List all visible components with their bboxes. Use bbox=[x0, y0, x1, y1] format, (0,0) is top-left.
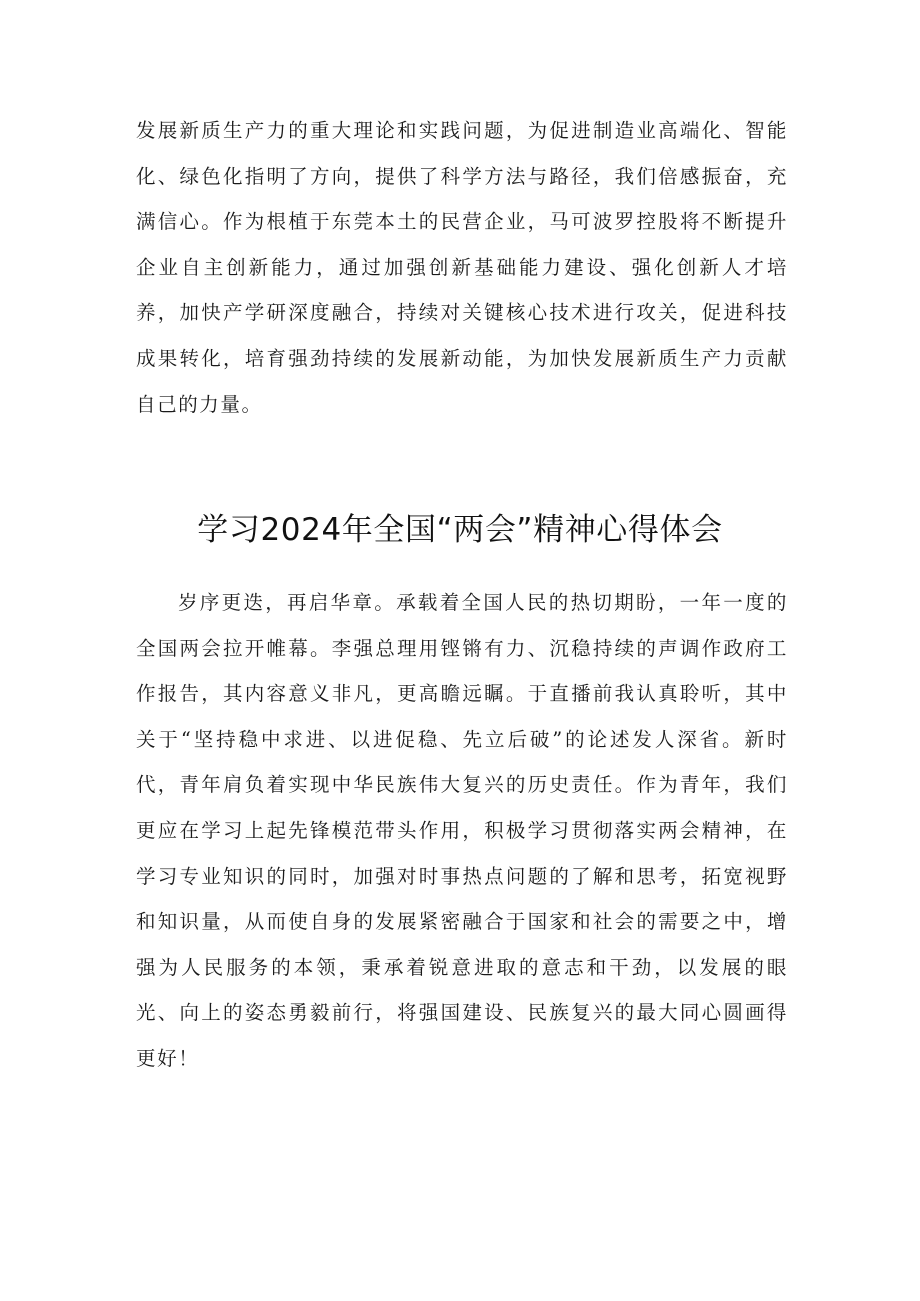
continued-paragraph: 发展新质生产力的重大理论和实践问题，为促进制造业高端化、智能化、绿色化指明了方向，提供了科学方法与路径，我们倍感振奋，充满信心。作为根植于东莞本土的民营企业，马可波罗控股将不断提升企业自主创新能力，通过加强创新基础能力建设、强化创新人才培养，加快产学研深度融合，持续对关键核心技术进行攻关，促进科技成果转化，培育强劲持续的发展新动能，为加快发展新质生产力贡献自己的力量。 bbox=[136, 119, 788, 416]
article-title: 学习2024年全国“两会”精神心得体会 bbox=[197, 512, 723, 548]
body-paragraph: 岁序更迭，再启华章。承载着全国人民的热切期盼，一年一度的全国两会拉开帷幕。李强总理用铿锵有力、沉稳持续的声调作政府工作报告，其内容意义非凡，更高瞻远瞩。于直播前我认真聆听，其中关于“坚持稳中求进、以进促稳、先立后破”的论述发人深省。新时代，青年肩负着实现中华民族伟大复兴的历史责任。作为青年，我们更应在学习上起先锋模范带头作用，积极学习贯彻落实两会精神，在学习专业知识的同时，加强对时事热点问题的了解和思考，拓宽视野和知识量，从而使自身的发展紧密融合于国家和社会的需要之中，增强为人民服务的本领，秉承着锐意进取的意志和干劲，以发展的眼光、向上的姿态勇毅前行，将强国建设、民族复兴的最大同心圆画得更好！ bbox=[136, 591, 788, 1070]
